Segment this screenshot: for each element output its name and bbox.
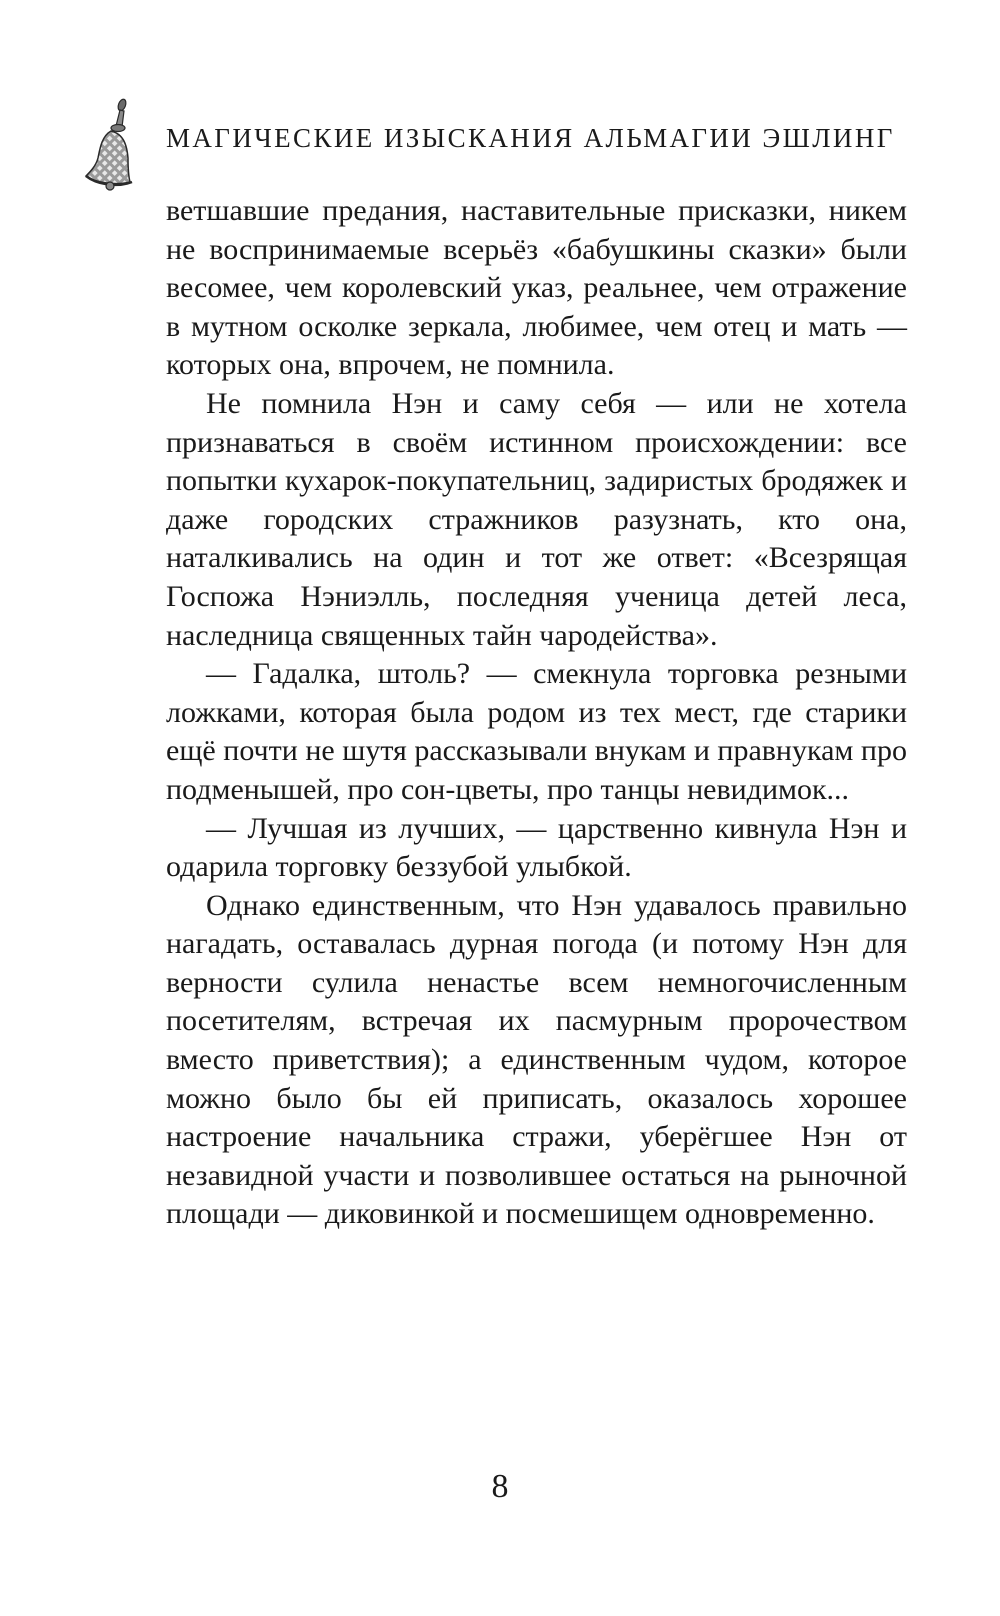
paragraph: — Лучшая из лучших, — царственно кивнула Нэн и одарила торговку беззубой улыбкой.	[166, 811, 907, 884]
paragraph: Не помнила Нэн и саму себя — или не хотела признаваться в своём истинном происхождении: все попытки кухарок-покупательниц, задиристых бродяжек и даже городских стражников разузнать, кто она, наталкивались на один и тот же ответ: «Всезрящая Госпожа Нэниэлль, последняя ученица детей леса, наследница священных тайн чародейства».	[166, 386, 907, 652]
bell-icon	[80, 96, 142, 196]
paragraph: Однако единственным, что Нэн удавалось правильно нагадать, оставалась дурная погода (и потому Нэн для верности сулила ненастье всем немногочисленным посетителям, встречая их пасмурным пророчеством вместо приветствия); а единственным чудом, которое можно было бы ей приписать, оказалось хорошее настроение начальника стражи, уберёгшее Нэн от незавидной участи и позволившее остаться на рыночной площади — диковинкой и посмешищем одновременно.	[166, 888, 907, 1231]
running-title: МАГИЧЕСКИЕ ИЗЫСКАНИЯ АЛЬМАГИИ ЭШЛИНГ	[166, 123, 895, 153]
paragraph: ветшавшие предания, наставительные присказки, никем не воспринимаемые всерьёз «бабушкины сказки» были весомее, чем королевский указ, реальнее, чем отражение в мутном осколке зеркала, любимее, чем отец и мать — которых она, впрочем, не помнила.	[166, 194, 907, 382]
paragraph: — Гадалка, штоль? — смекнула торговка резными ложками, которая была родом из тех мест, где старики ещё почти не шутя рассказывали внукам и правнукам про подменышей, про сон-цветы, про танцы невидимок...	[166, 657, 907, 806]
body-text	[166, 192, 907, 1234]
page-number: 8	[491, 1468, 509, 1505]
